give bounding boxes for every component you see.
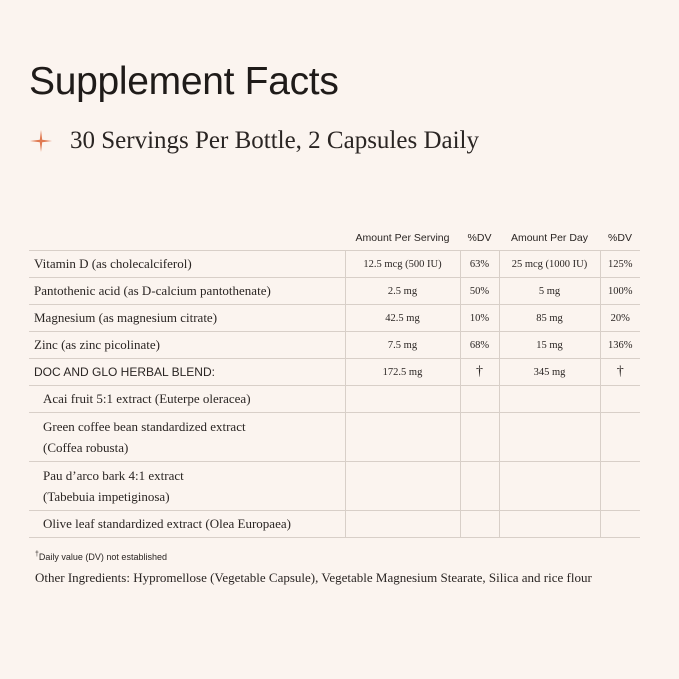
table-row [29, 251, 640, 278]
dv-day: 136% [600, 332, 640, 359]
blend-item-name: Green coffee bean standardized extract (Coffea robusta) [29, 413, 345, 462]
servings-text: 30 Servings Per Bottle, 2 Capsules Daily [70, 127, 479, 154]
amount-per-day: 5 mg [499, 278, 600, 305]
sparkle-icon [30, 130, 52, 152]
supplement-facts-table [29, 226, 640, 538]
blend-item-name: Acai fruit 5:1 extract (Euterpe oleracea) [29, 386, 345, 413]
amount-per-serving: 2.5 mg [345, 278, 460, 305]
page-title: Supplement Facts [29, 60, 339, 103]
column-header-amount-per-serving: Amount Per Serving [345, 226, 460, 251]
column-header-nutrient [29, 226, 345, 251]
dv-serving: 63% [460, 251, 499, 278]
blend-row [29, 359, 640, 386]
blend-item-row [29, 462, 640, 511]
dv-footnote [35, 551, 167, 562]
amount-per-day: 85 mg [499, 305, 600, 332]
nutrient-name: Magnesium (as magnesium citrate) [29, 305, 345, 332]
amount-per-serving: 42.5 mg [345, 305, 460, 332]
blend-item-name: Olive leaf standardized extract (Olea Europaea) [29, 511, 345, 538]
table-row [29, 278, 640, 305]
blend-item-name: Pau d’arco bark 4:1 extract (Tabebuia impetiginosa) [29, 462, 345, 511]
blend-name: DOC AND GLO HERBAL BLEND: [29, 359, 345, 386]
amount-per-day: 15 mg [499, 332, 600, 359]
dv-serving: 68% [460, 332, 499, 359]
nutrient-name: Vitamin D (as cholecalciferol) [29, 251, 345, 278]
dv-serving: 10% [460, 305, 499, 332]
column-header-amount-per-day: Amount Per Day [499, 226, 600, 251]
dv-day: † [600, 359, 640, 386]
nutrient-name: Pantothenic acid (as D-calcium pantothenate) [29, 278, 345, 305]
table-row [29, 305, 640, 332]
dv-day: 100% [600, 278, 640, 305]
dv-day: 20% [600, 305, 640, 332]
other-ingredients: Other Ingredients: Hypromellose (Vegetable Capsule), Vegetable Magnesium Stearate, Silica and rice flour [35, 570, 592, 585]
dv-day: 125% [600, 251, 640, 278]
table-row [29, 332, 640, 359]
table-header-row [29, 226, 640, 251]
dv-serving: 50% [460, 278, 499, 305]
blend-item-row [29, 413, 640, 462]
column-header-dv-day: %DV [600, 226, 640, 251]
footnote-mark: † [35, 551, 39, 558]
amount-per-day: 345 mg [499, 359, 600, 386]
blend-item-row [29, 511, 640, 538]
nutrient-name: Zinc (as zinc picolinate) [29, 332, 345, 359]
amount-per-day: 25 mcg (1000 IU) [499, 251, 600, 278]
servings-line [30, 124, 479, 158]
dv-serving: † [460, 359, 499, 386]
footnote-text: Daily value (DV) not established [38, 552, 167, 562]
amount-per-serving: 7.5 mg [345, 332, 460, 359]
amount-per-serving: 12.5 mcg (500 IU) [345, 251, 460, 278]
amount-per-serving: 172.5 mg [345, 359, 460, 386]
column-header-dv-serving: %DV [460, 226, 499, 251]
blend-item-row [29, 386, 640, 413]
